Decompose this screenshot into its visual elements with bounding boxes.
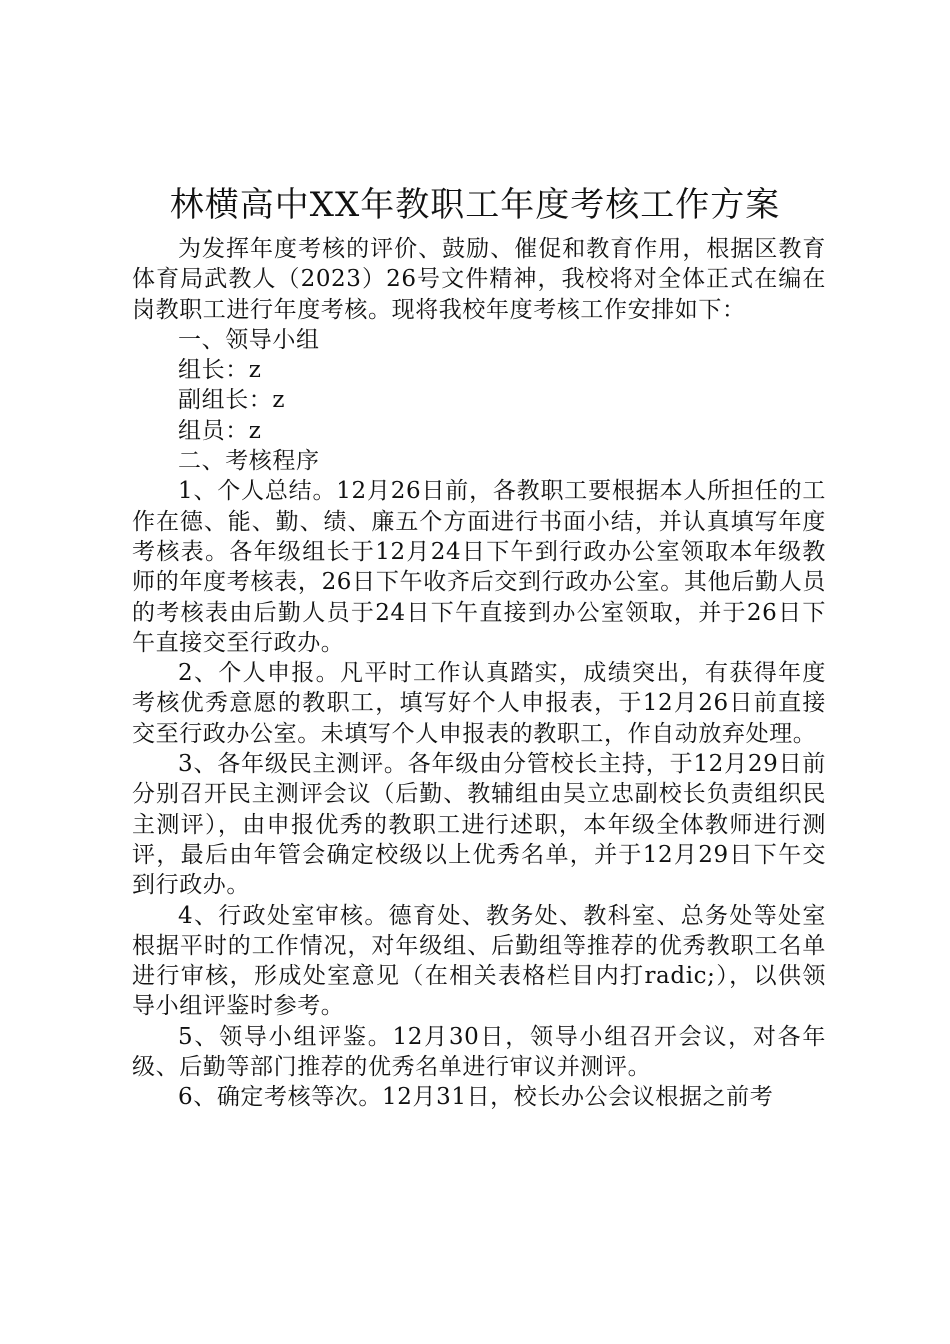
procedure-step-4: 4、行政处室审核。德育处、教务处、教科室、总务处等处室根据平时的工作情况，对年级组、后勤组等推荐的优秀教职工名单进行审核，形成处室意见（在相关表格栏目内打radic;），以供领导小组评鉴时参考。 bbox=[132, 902, 826, 1020]
section-heading-leadership: 一、领导小组 bbox=[178, 326, 320, 353]
procedure-step-6: 6、确定考核等次。12月31日，校长办公会议根据之前考 bbox=[178, 1084, 774, 1111]
procedure-step-2: 2、个人申报。凡平时工作认真踏实，成绩突出，有获得年度考核优秀意愿的教职工，填写好个人申报表，于12月26日前直接交至行政办公室。未填写个人申报表的教职工，作自动放弃处理。 bbox=[132, 660, 826, 747]
deputy-leader-line: 副组长：z bbox=[178, 387, 286, 414]
member-line: 组员：z bbox=[178, 417, 262, 444]
leader-line: 组长：z bbox=[178, 357, 262, 384]
document-title: 林横高中XX年教职工年度考核工作方案 bbox=[169, 185, 781, 225]
section-heading-procedure: 二、考核程序 bbox=[178, 448, 320, 475]
document-body bbox=[132, 234, 826, 1113]
procedure-step-3: 3、各年级民主测评。各年级由分管校长主持，于12月29日前分别召开民主测评会议（后勤、教辅组由吴立忠副校长负责组织民主测评），由申报优秀的教职工进行述职，本年级全体教师进行测评，最后由年管会确定校级以上优秀名单，并于12月29日下午交到行政办。 bbox=[132, 751, 826, 899]
procedure-step-5: 5、领导小组评鉴。12月30日，领导小组召开会议，对各年级、后勤等部门推荐的优秀名单进行审议并测评。 bbox=[132, 1023, 826, 1081]
intro-paragraph: 为发挥年度考核的评价、鼓励、催促和教育作用，根据区教育体育局武教人（2023）26号文件精神，我校将对全体正式在编在岗教职工进行年度考核。现将我校年度考核工作安排如下： bbox=[132, 236, 826, 323]
procedure-step-1: 1、个人总结。12月26日前，各教职工要根据本人所担任的工作在德、能、勤、绩、廉五个方面进行书面小结，并认真填写年度考核表。各年级组长于12月24日下午到行政办公室领取本年级教师的年度考核表，26日下午收齐后交到行政办公室。其他后勤人员的考核表由后勤人员于24日下午直接到办公室领取，并于26日下午直接交至行政办。 bbox=[132, 478, 826, 656]
